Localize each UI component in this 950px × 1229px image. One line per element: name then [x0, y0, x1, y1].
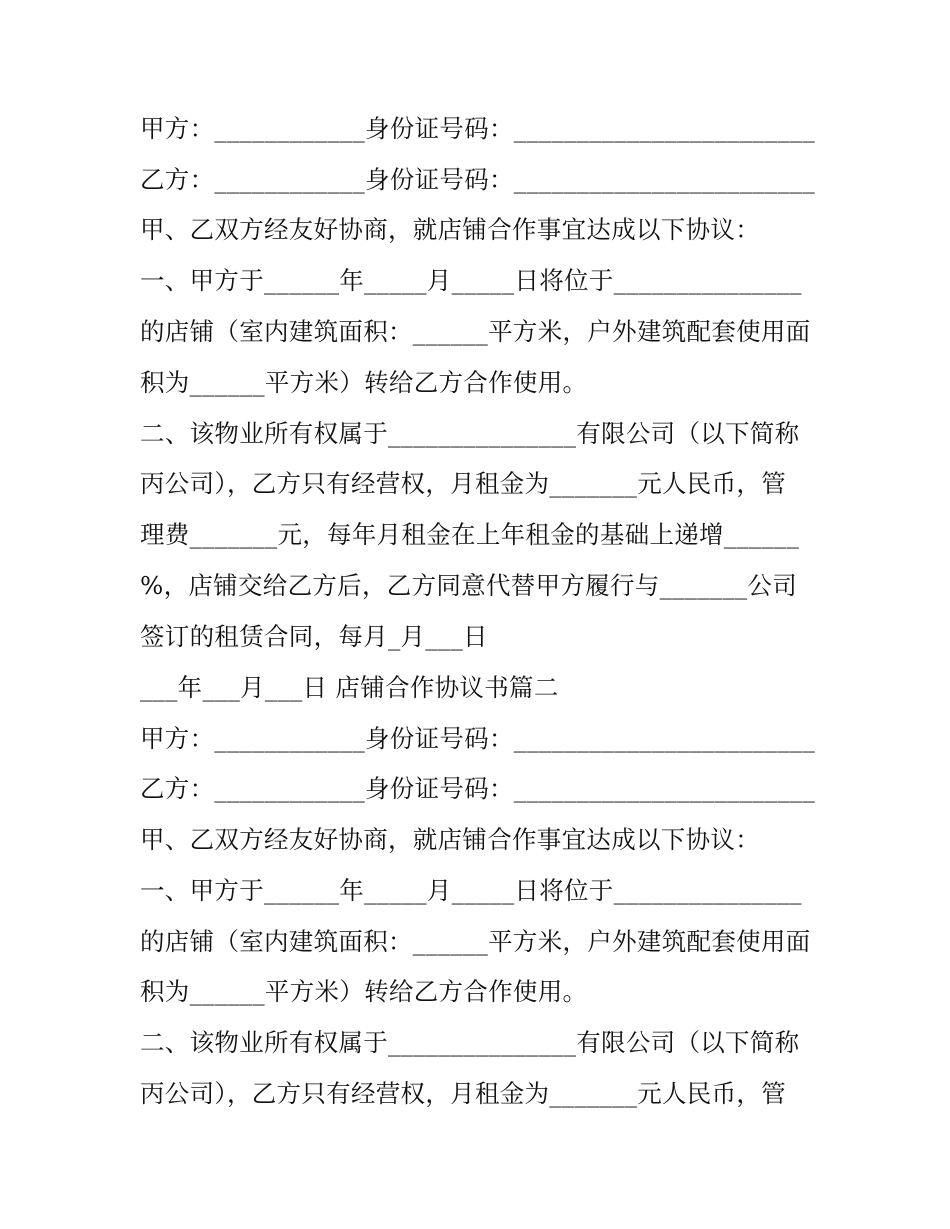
- agreement-intro-line: 甲、乙双方经友好协商，就店铺合作事宜达成以下协议：: [140, 215, 760, 244]
- clause-1-line-1-b: 一、甲方于______年_____月_____日将位于_______________: [140, 876, 802, 905]
- party-a-line-2: 甲方：____________身份证号码：________________________: [140, 724, 815, 753]
- party-a-line: 甲方：____________身份证号码：________________________: [140, 114, 815, 143]
- party-b-line: 乙方：____________身份证号码：________________________: [140, 165, 815, 194]
- clause-2-line-4: %，店铺交给乙方后，乙方同意代替甲方履行与_______公司: [140, 571, 798, 600]
- clause-1-line-3-b: 积为______平方米）转给乙方合作使用。: [140, 977, 588, 1006]
- agreement-intro-line-2: 甲、乙双方经友好协商，就店铺合作事宜达成以下协议：: [140, 825, 760, 854]
- clause-1-line-2: 的店铺（室内建筑面积：______平方米，户外建筑配套使用面: [140, 317, 811, 346]
- clause-2-line-1: 二、该物业所有权属于_______________有限公司（以下简称: [140, 419, 800, 448]
- clause-1-line-1: 一、甲方于______年_____月_____日将位于_______________: [140, 266, 802, 295]
- clause-2-line-3: 理费_______元，每年月租金在上年租金的基础上递增______: [140, 520, 800, 549]
- clause-2-line-5: 签订的租赁合同，每月_月___日: [140, 622, 488, 651]
- clause-2-line-2: 丙公司），乙方只有经营权，月租金为_______元人民币，管: [140, 469, 786, 498]
- clause-2-line-2-b: 丙公司），乙方只有经营权，月租金为_______元人民币，管: [140, 1079, 786, 1108]
- clause-1-line-3: 积为______平方米）转给乙方合作使用。: [140, 368, 588, 397]
- date-and-section-title-line: ___年___月___日 店铺合作协议书篇二: [140, 673, 559, 702]
- clause-2-line-1-b: 二、该物业所有权属于_______________有限公司（以下简称: [140, 1028, 800, 1057]
- clause-1-line-2-b: 的店铺（室内建筑面积：______平方米，户外建筑配套使用面: [140, 927, 811, 956]
- party-b-line-2: 乙方：____________身份证号码：________________________: [140, 774, 815, 803]
